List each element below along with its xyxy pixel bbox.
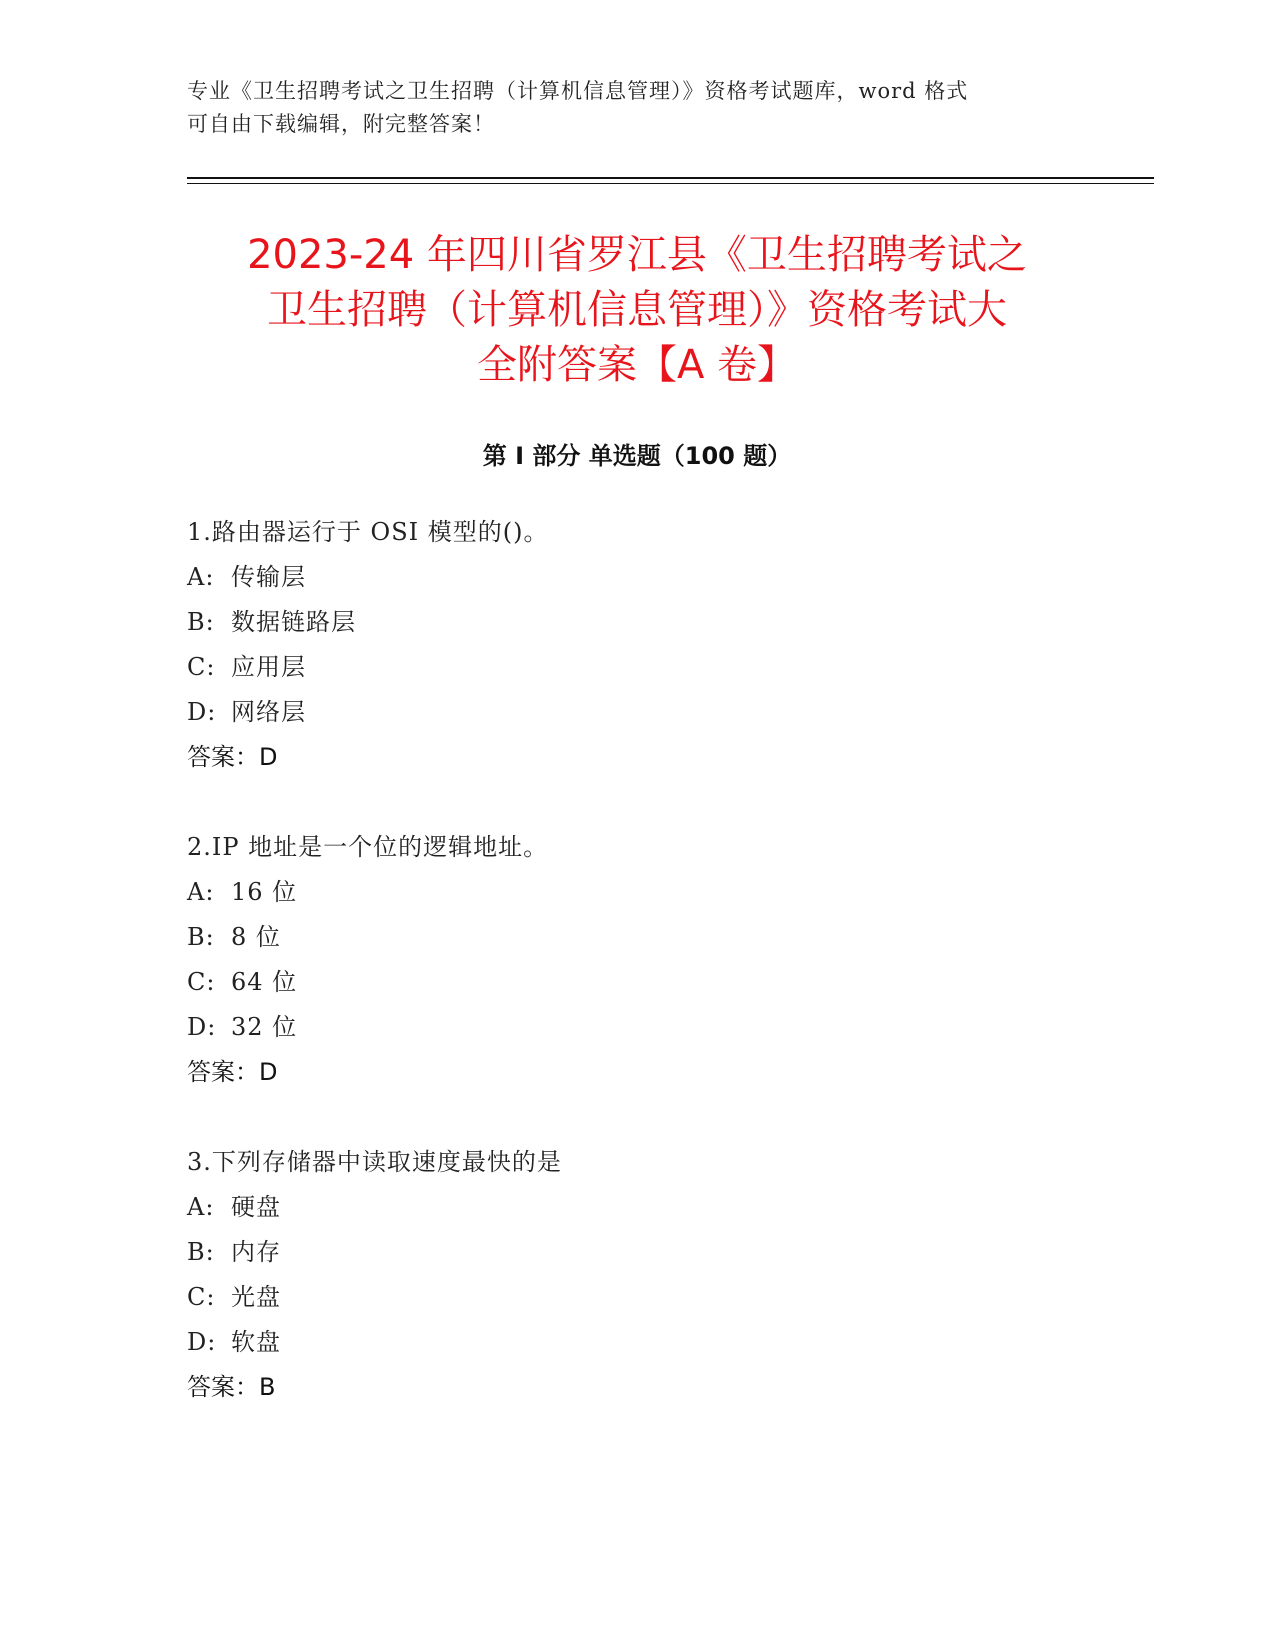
option-text: 软盘 [231, 1328, 281, 1356]
option-letter: A: [187, 1193, 215, 1221]
option-a [187, 1185, 1087, 1230]
option-b [187, 1230, 1087, 1275]
option-c [187, 1275, 1087, 1320]
option-d [187, 1320, 1087, 1365]
option-b [187, 915, 1087, 960]
header-divider-thin [187, 183, 1154, 184]
header-divider-thick [187, 177, 1154, 179]
question-1 [187, 510, 1087, 780]
option-letter: C: [187, 968, 216, 996]
option-letter: A: [187, 563, 215, 591]
section-heading: 第 I 部分 单选题（100 题） [482, 442, 792, 470]
option-text: 硬盘 [231, 1193, 281, 1221]
question-3 [187, 1140, 1087, 1410]
option-text: 网络层 [231, 698, 306, 726]
option-letter: B: [187, 608, 215, 636]
option-letter: C: [187, 653, 216, 681]
document-title [187, 228, 1087, 393]
option-letter: D: [187, 1013, 217, 1041]
answer-line: 答案：D [187, 743, 278, 771]
title-line-2: 卫生招聘（计算机信息管理）》资格考试大 [267, 287, 1007, 333]
option-d [187, 1005, 1087, 1050]
option-a [187, 870, 1087, 915]
option-text: 16 位 [231, 878, 298, 906]
question-stem: 3.下列存储器中读取速度最快的是 [187, 1148, 562, 1176]
option-text: 32 位 [231, 1013, 298, 1041]
option-text: 光盘 [231, 1283, 281, 1311]
header-note-line-2: 可自由下载编辑，附完整答案！ [187, 112, 495, 136]
option-letter: A: [187, 878, 215, 906]
answer-line: 答案：B [187, 1373, 276, 1401]
option-d [187, 690, 1087, 735]
option-letter: D: [187, 698, 217, 726]
option-c [187, 645, 1087, 690]
option-letter: B: [187, 1238, 215, 1266]
title-line-1: 2023-24 年四川省罗江县《卫生招聘考试之 [247, 232, 1027, 278]
question-stem: 2.IP 地址是一个位的逻辑地址。 [187, 833, 549, 861]
option-c [187, 960, 1087, 1005]
header-note [187, 75, 1067, 141]
option-text: 数据链路层 [231, 608, 356, 636]
option-letter: D: [187, 1328, 217, 1356]
title-line-3: 全附答案【A 卷】 [476, 342, 798, 388]
answer-line: 答案：D [187, 1058, 278, 1086]
option-text: 传输层 [231, 563, 306, 591]
option-letter: B: [187, 923, 215, 951]
option-text: 内存 [231, 1238, 281, 1266]
question-stem: 1.路由器运行于 OSI 模型的()。 [187, 518, 549, 546]
option-b [187, 600, 1087, 645]
question-2 [187, 825, 1087, 1095]
option-text: 64 位 [231, 968, 298, 996]
option-letter: C: [187, 1283, 216, 1311]
option-a [187, 555, 1087, 600]
header-note-line-1: 专业《卫生招聘考试之卫生招聘（计算机信息管理）》资格考试题库，word 格式 [187, 79, 969, 103]
option-text: 应用层 [231, 653, 306, 681]
option-text: 8 位 [231, 923, 281, 951]
